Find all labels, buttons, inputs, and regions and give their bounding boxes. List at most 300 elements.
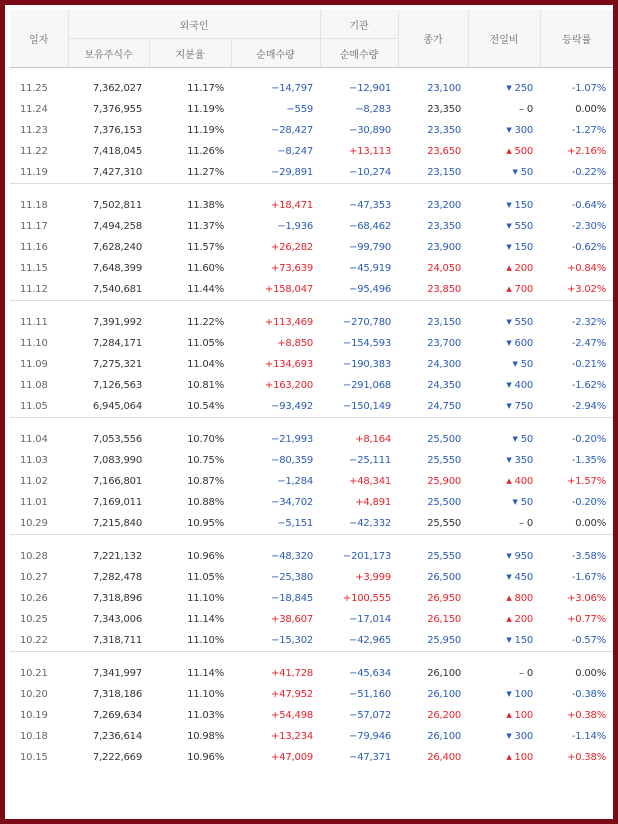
cell-change xyxy=(468,705,540,726)
cell-foreign-net: +8,850 xyxy=(277,338,314,349)
cell-rate: +3.02% xyxy=(567,284,607,295)
cell-holdings: 7,391,992 xyxy=(92,317,142,328)
cell-foreign-net: −14,797 xyxy=(271,83,314,94)
table-row xyxy=(10,354,613,375)
table-row xyxy=(10,279,613,301)
cell-change xyxy=(468,78,540,99)
cell-foreign-net: +113,469 xyxy=(264,317,314,328)
triangle-down-icon: ▼ xyxy=(506,690,512,698)
cell-foreign-net: +13,234 xyxy=(271,731,314,742)
cell-holdings: 7,215,840 xyxy=(92,518,142,529)
header-holdings: 보유주식수 xyxy=(68,39,149,68)
table-row xyxy=(10,630,613,652)
cell-rate: -2.30% xyxy=(571,221,607,232)
cell-holdings: 7,628,240 xyxy=(92,242,142,253)
change-value: 450 xyxy=(514,572,534,583)
triangle-down-icon: ▼ xyxy=(506,402,512,410)
cell-inst-net: −25,111 xyxy=(349,455,392,466)
cell-rate: -0.22% xyxy=(571,167,607,178)
change-value: 0 xyxy=(526,104,534,115)
cell-share: 10.70% xyxy=(187,434,224,445)
cell-date: 11.19 xyxy=(20,167,48,178)
cell-change xyxy=(468,99,540,120)
cell-inst-net: −12,901 xyxy=(349,83,392,94)
cell-share: 11.14% xyxy=(187,668,224,679)
cell-share: 11.19% xyxy=(187,104,224,115)
cell-rate: +3.06% xyxy=(567,593,607,604)
triangle-down-icon: ▼ xyxy=(506,222,512,230)
cell-inst-net: +3,999 xyxy=(355,572,392,583)
cell-holdings: 7,494,258 xyxy=(92,221,142,232)
cell-inst-net: +4,891 xyxy=(355,497,392,508)
cell-holdings: 7,284,171 xyxy=(92,338,142,349)
cell-inst-net: −42,332 xyxy=(349,518,392,529)
triangle-up-icon: ▲ xyxy=(506,753,512,761)
header-change: 전일비 xyxy=(468,10,540,68)
cell-rate: +0.38% xyxy=(567,752,607,763)
cell-holdings: 7,083,990 xyxy=(92,455,142,466)
cell-close: 26,100 xyxy=(427,731,462,742)
cell-close: 25,550 xyxy=(427,551,462,562)
cell-holdings: 6,945,064 xyxy=(92,401,142,412)
triangle-up-icon: ▲ xyxy=(506,264,512,272)
cell-share: 11.22% xyxy=(187,317,224,328)
cell-close: 23,850 xyxy=(427,284,462,295)
cell-change xyxy=(468,195,540,216)
change-value: 350 xyxy=(514,455,534,466)
cell-close: 26,500 xyxy=(427,572,462,583)
change-value: 400 xyxy=(514,380,534,391)
change-value: 100 xyxy=(514,689,534,700)
change-value: 200 xyxy=(514,614,534,625)
triangle-down-icon: ▼ xyxy=(506,201,512,209)
cell-share: 11.05% xyxy=(187,338,224,349)
cell-date: 11.09 xyxy=(20,359,48,370)
cell-inst-net: −47,371 xyxy=(349,752,392,763)
cell-foreign-net: +18,471 xyxy=(271,200,314,211)
cell-foreign-net: −1,936 xyxy=(277,221,314,232)
table-row xyxy=(10,588,613,609)
cell-rate: -1.07% xyxy=(571,83,607,94)
change-value: 150 xyxy=(514,242,534,253)
cell-change xyxy=(468,141,540,162)
table-row xyxy=(10,258,613,279)
cell-share: 10.96% xyxy=(187,551,224,562)
cell-inst-net: −10,274 xyxy=(349,167,392,178)
change-value: 800 xyxy=(514,593,534,604)
change-value: 750 xyxy=(514,401,534,412)
table-row xyxy=(10,492,613,513)
cell-change xyxy=(468,396,540,418)
cell-share: 10.96% xyxy=(187,752,224,763)
cell-date: 11.11 xyxy=(20,317,48,328)
cell-close: 26,100 xyxy=(427,689,462,700)
cell-foreign-net: +158,047 xyxy=(264,284,314,295)
cell-rate: -3.58% xyxy=(571,551,607,562)
cell-share: 10.81% xyxy=(187,380,224,391)
cell-inst-net: −47,353 xyxy=(349,200,392,211)
cell-inst-net: −68,462 xyxy=(349,221,392,232)
cell-foreign-net: −1,284 xyxy=(277,476,314,487)
header-share: 지분율 xyxy=(149,39,231,68)
cell-date: 10.22 xyxy=(20,635,48,646)
cell-share: 11.27% xyxy=(187,167,224,178)
cell-close: 25,550 xyxy=(427,455,462,466)
cell-rate: -1.35% xyxy=(571,455,607,466)
cell-rate: -0.64% xyxy=(571,200,607,211)
cell-rate: -0.20% xyxy=(571,434,607,445)
change-value: 300 xyxy=(514,731,534,742)
cell-date: 11.04 xyxy=(20,434,48,445)
cell-inst-net: +100,555 xyxy=(342,593,392,604)
table-body xyxy=(10,68,613,769)
cell-close: 23,350 xyxy=(427,221,462,232)
cell-rate: -1.27% xyxy=(571,125,607,136)
cell-share: 11.38% xyxy=(187,200,224,211)
cell-date: 11.12 xyxy=(20,284,48,295)
table-row xyxy=(10,609,613,630)
cell-close: 24,350 xyxy=(427,380,462,391)
table-row xyxy=(10,237,613,258)
table-row xyxy=(10,195,613,216)
table-row xyxy=(10,99,613,120)
cell-share: 10.87% xyxy=(187,476,224,487)
table-row xyxy=(10,471,613,492)
cell-foreign-net: −28,427 xyxy=(271,125,314,136)
investor-trading-table xyxy=(10,10,613,768)
header-inst-net: 순매수량 xyxy=(320,39,398,68)
table-row xyxy=(10,216,613,237)
cell-holdings: 7,362,027 xyxy=(92,83,142,94)
cell-foreign-net: −34,702 xyxy=(271,497,314,508)
table-row xyxy=(10,747,613,768)
cell-share: 11.03% xyxy=(187,710,224,721)
cell-close: 23,200 xyxy=(427,200,462,211)
table-row xyxy=(10,429,613,450)
cell-date: 11.17 xyxy=(20,221,48,232)
cell-holdings: 7,275,321 xyxy=(92,359,142,370)
cell-rate: +0.38% xyxy=(567,710,607,721)
change-value: 150 xyxy=(514,635,534,646)
header-close: 종가 xyxy=(398,10,468,68)
cell-close: 23,650 xyxy=(427,146,462,157)
cell-foreign-net: +38,607 xyxy=(271,614,314,625)
triangle-down-icon: ▼ xyxy=(506,318,512,326)
cell-holdings: 7,318,186 xyxy=(92,689,142,700)
cell-holdings: 7,318,711 xyxy=(92,635,142,646)
cell-rate: +0.84% xyxy=(567,263,607,274)
triangle-up-icon: ▲ xyxy=(506,285,512,293)
cell-inst-net: −42,965 xyxy=(349,635,392,646)
cell-date: 11.02 xyxy=(20,476,48,487)
cell-close: 23,150 xyxy=(427,167,462,178)
cell-foreign-net: −21,993 xyxy=(271,434,314,445)
cell-close: 25,900 xyxy=(427,476,462,487)
cell-share: 11.10% xyxy=(187,689,224,700)
cell-foreign-net: −559 xyxy=(286,104,314,115)
cell-holdings: 7,341,997 xyxy=(92,668,142,679)
cell-rate: -1.14% xyxy=(571,731,607,742)
cell-date: 10.21 xyxy=(20,668,48,679)
table-row xyxy=(10,396,613,418)
cell-change xyxy=(468,258,540,279)
cell-share: 11.44% xyxy=(187,284,224,295)
cell-rate: -0.57% xyxy=(571,635,607,646)
cell-holdings: 7,221,132 xyxy=(92,551,142,562)
cell-share: 11.04% xyxy=(187,359,224,370)
cell-foreign-net: +26,282 xyxy=(271,242,314,253)
triangle-down-icon: ▼ xyxy=(512,360,518,368)
cell-share: 11.19% xyxy=(187,125,224,136)
cell-date: 10.19 xyxy=(20,710,48,721)
cell-share: 11.37% xyxy=(187,221,224,232)
cell-date: 11.10 xyxy=(20,338,48,349)
triangle-up-icon: ▲ xyxy=(506,594,512,602)
cell-share: 10.88% xyxy=(187,497,224,508)
cell-rate: 0.00% xyxy=(575,104,607,115)
triangle-up-icon: ▲ xyxy=(506,147,512,155)
change-value: 150 xyxy=(514,200,534,211)
cell-holdings: 7,166,801 xyxy=(92,476,142,487)
triangle-down-icon: ▼ xyxy=(506,552,512,560)
cell-close: 23,100 xyxy=(427,83,462,94)
triangle-down-icon: ▼ xyxy=(512,168,518,176)
cell-date: 11.23 xyxy=(20,125,48,136)
cell-share: 10.54% xyxy=(187,401,224,412)
cell-inst-net: −45,919 xyxy=(349,263,392,274)
cell-inst-net: −190,383 xyxy=(342,359,392,370)
cell-holdings: 7,053,556 xyxy=(92,434,142,445)
cell-foreign-net: +73,639 xyxy=(271,263,314,274)
cell-rate: -0.20% xyxy=(571,497,607,508)
group-spacer xyxy=(10,302,613,312)
change-value: 700 xyxy=(514,284,534,295)
cell-share: 11.17% xyxy=(187,83,224,94)
change-value: 50 xyxy=(520,434,534,445)
cell-date: 11.16 xyxy=(20,242,48,253)
change-value: 50 xyxy=(520,497,534,508)
cell-rate: +0.77% xyxy=(567,614,607,625)
table-row xyxy=(10,726,613,747)
cell-close: 26,200 xyxy=(427,710,462,721)
table-row xyxy=(10,450,613,471)
cell-inst-net: −45,634 xyxy=(349,668,392,679)
change-value: 50 xyxy=(520,359,534,370)
cell-date: 11.18 xyxy=(20,200,48,211)
triangle-down-icon: ▼ xyxy=(506,84,512,92)
table-row xyxy=(10,162,613,184)
cell-holdings: 7,169,011 xyxy=(92,497,142,508)
cell-change xyxy=(468,684,540,705)
cell-close: 23,150 xyxy=(427,317,462,328)
change-value: 100 xyxy=(514,710,534,721)
table-row xyxy=(10,546,613,567)
cell-inst-net: −150,149 xyxy=(342,401,392,412)
cell-date: 10.28 xyxy=(20,551,48,562)
cell-holdings: 7,376,955 xyxy=(92,104,142,115)
triangle-down-icon: ▼ xyxy=(512,435,518,443)
cell-date: 11.22 xyxy=(20,146,48,157)
change-value: 950 xyxy=(514,551,534,562)
change-value: 100 xyxy=(514,752,534,763)
cell-inst-net: +8,164 xyxy=(355,434,392,445)
cell-inst-net: −95,496 xyxy=(349,284,392,295)
cell-date: 10.26 xyxy=(20,593,48,604)
triangle-down-icon: ▼ xyxy=(506,573,512,581)
cell-date: 10.27 xyxy=(20,572,48,583)
cell-share: 11.05% xyxy=(187,572,224,583)
change-value: 600 xyxy=(514,338,534,349)
cell-share: 11.14% xyxy=(187,614,224,625)
cell-change xyxy=(468,471,540,492)
cell-change xyxy=(468,333,540,354)
change-value: 550 xyxy=(514,317,534,328)
cell-date: 11.05 xyxy=(20,401,48,412)
triangle-down-icon: ▼ xyxy=(506,126,512,134)
cell-date: 10.18 xyxy=(20,731,48,742)
cell-date: 10.20 xyxy=(20,689,48,700)
table-row xyxy=(10,513,613,535)
cell-inst-net: −30,890 xyxy=(349,125,392,136)
cell-holdings: 7,318,896 xyxy=(92,593,142,604)
cell-change xyxy=(468,450,540,471)
cell-foreign-net: −15,302 xyxy=(271,635,314,646)
table-row xyxy=(10,141,613,162)
cell-holdings: 7,427,310 xyxy=(92,167,142,178)
header-rate: 등락률 xyxy=(540,10,613,68)
cell-change xyxy=(468,216,540,237)
cell-rate: -1.67% xyxy=(571,572,607,583)
change-value: 200 xyxy=(514,263,534,274)
cell-change xyxy=(468,375,540,396)
cell-change xyxy=(468,162,540,184)
cell-change xyxy=(468,630,540,652)
group-spacer xyxy=(10,536,613,546)
triangle-down-icon: ▼ xyxy=(506,339,512,347)
cell-date: 11.25 xyxy=(20,83,48,94)
table-row xyxy=(10,312,613,333)
cell-foreign-net: −5,151 xyxy=(277,518,314,529)
cell-holdings: 7,343,006 xyxy=(92,614,142,625)
triangle-down-icon: ▼ xyxy=(506,456,512,464)
cell-inst-net: +48,341 xyxy=(349,476,392,487)
cell-inst-net: −17,014 xyxy=(349,614,392,625)
cell-foreign-net: −8,247 xyxy=(277,146,314,157)
cell-inst-net: −291,068 xyxy=(342,380,392,391)
cell-holdings: 7,502,811 xyxy=(92,200,142,211)
cell-rate: -0.38% xyxy=(571,689,607,700)
cell-close: 26,950 xyxy=(427,593,462,604)
cell-close: 25,550 xyxy=(427,518,462,529)
triangle-up-icon: ▲ xyxy=(506,615,512,623)
cell-rate: 0.00% xyxy=(575,518,607,529)
cell-foreign-net: −93,492 xyxy=(271,401,314,412)
group-spacer xyxy=(10,653,613,663)
cell-change xyxy=(468,567,540,588)
cell-change xyxy=(468,120,540,141)
cell-share: 11.26% xyxy=(187,146,224,157)
cell-rate: 0.00% xyxy=(575,668,607,679)
cell-close: 26,100 xyxy=(427,668,462,679)
header-date: 일자 xyxy=(10,10,68,68)
change-value: 500 xyxy=(514,146,534,157)
group-spacer xyxy=(10,68,613,79)
cell-close: 23,900 xyxy=(427,242,462,253)
cell-foreign-net: +54,498 xyxy=(271,710,314,721)
cell-rate: -1.62% xyxy=(571,380,607,391)
group-spacer xyxy=(10,185,613,195)
cell-holdings: 7,236,614 xyxy=(92,731,142,742)
cell-inst-net: −201,173 xyxy=(342,551,392,562)
dash-icon: – xyxy=(519,668,524,679)
cell-change xyxy=(468,609,540,630)
triangle-up-icon: ▲ xyxy=(506,477,512,485)
table-row xyxy=(10,684,613,705)
cell-close: 23,350 xyxy=(427,125,462,136)
cell-inst-net: +13,113 xyxy=(349,146,392,157)
cell-foreign-net: +47,009 xyxy=(271,752,314,763)
cell-date: 11.01 xyxy=(20,497,48,508)
cell-change xyxy=(468,726,540,747)
cell-change xyxy=(468,663,540,684)
table-row xyxy=(10,78,613,99)
cell-close: 23,350 xyxy=(427,104,462,115)
cell-change xyxy=(468,237,540,258)
cell-date: 11.08 xyxy=(20,380,48,391)
triangle-down-icon: ▼ xyxy=(506,243,512,251)
table-row xyxy=(10,663,613,684)
cell-date: 11.24 xyxy=(20,104,48,115)
cell-close: 24,050 xyxy=(427,263,462,274)
cell-rate: -0.21% xyxy=(571,359,607,370)
cell-share: 10.75% xyxy=(187,455,224,466)
cell-inst-net: −99,790 xyxy=(349,242,392,253)
cell-date: 10.15 xyxy=(20,752,48,763)
cell-share: 10.95% xyxy=(187,518,224,529)
triangle-down-icon: ▼ xyxy=(506,732,512,740)
cell-holdings: 7,126,563 xyxy=(92,380,142,391)
header-foreign-net: 순매수량 xyxy=(231,39,320,68)
cell-change xyxy=(468,492,540,513)
cell-close: 26,150 xyxy=(427,614,462,625)
cell-foreign-net: −80,359 xyxy=(271,455,314,466)
cell-foreign-net: +163,200 xyxy=(264,380,314,391)
cell-close: 26,400 xyxy=(427,752,462,763)
cell-inst-net: −51,160 xyxy=(349,689,392,700)
cell-rate: -2.94% xyxy=(571,401,607,412)
cell-share: 11.57% xyxy=(187,242,224,253)
change-value: 250 xyxy=(514,83,534,94)
cell-foreign-net: −29,891 xyxy=(271,167,314,178)
header-institution: 기관 xyxy=(320,10,398,39)
cell-rate: +1.57% xyxy=(567,476,607,487)
cell-close: 23,700 xyxy=(427,338,462,349)
cell-date: 10.25 xyxy=(20,614,48,625)
cell-change xyxy=(468,747,540,768)
triangle-down-icon: ▼ xyxy=(512,498,518,506)
cell-inst-net: −79,946 xyxy=(349,731,392,742)
cell-rate: -0.62% xyxy=(571,242,607,253)
cell-share: 11.10% xyxy=(187,635,224,646)
cell-share: 11.10% xyxy=(187,593,224,604)
table-row xyxy=(10,333,613,354)
table-row xyxy=(10,120,613,141)
change-value: 0 xyxy=(526,518,534,529)
cell-change xyxy=(468,513,540,535)
cell-change xyxy=(468,429,540,450)
header-foreign: 외국인 xyxy=(68,10,320,39)
cell-holdings: 7,418,045 xyxy=(92,146,142,157)
